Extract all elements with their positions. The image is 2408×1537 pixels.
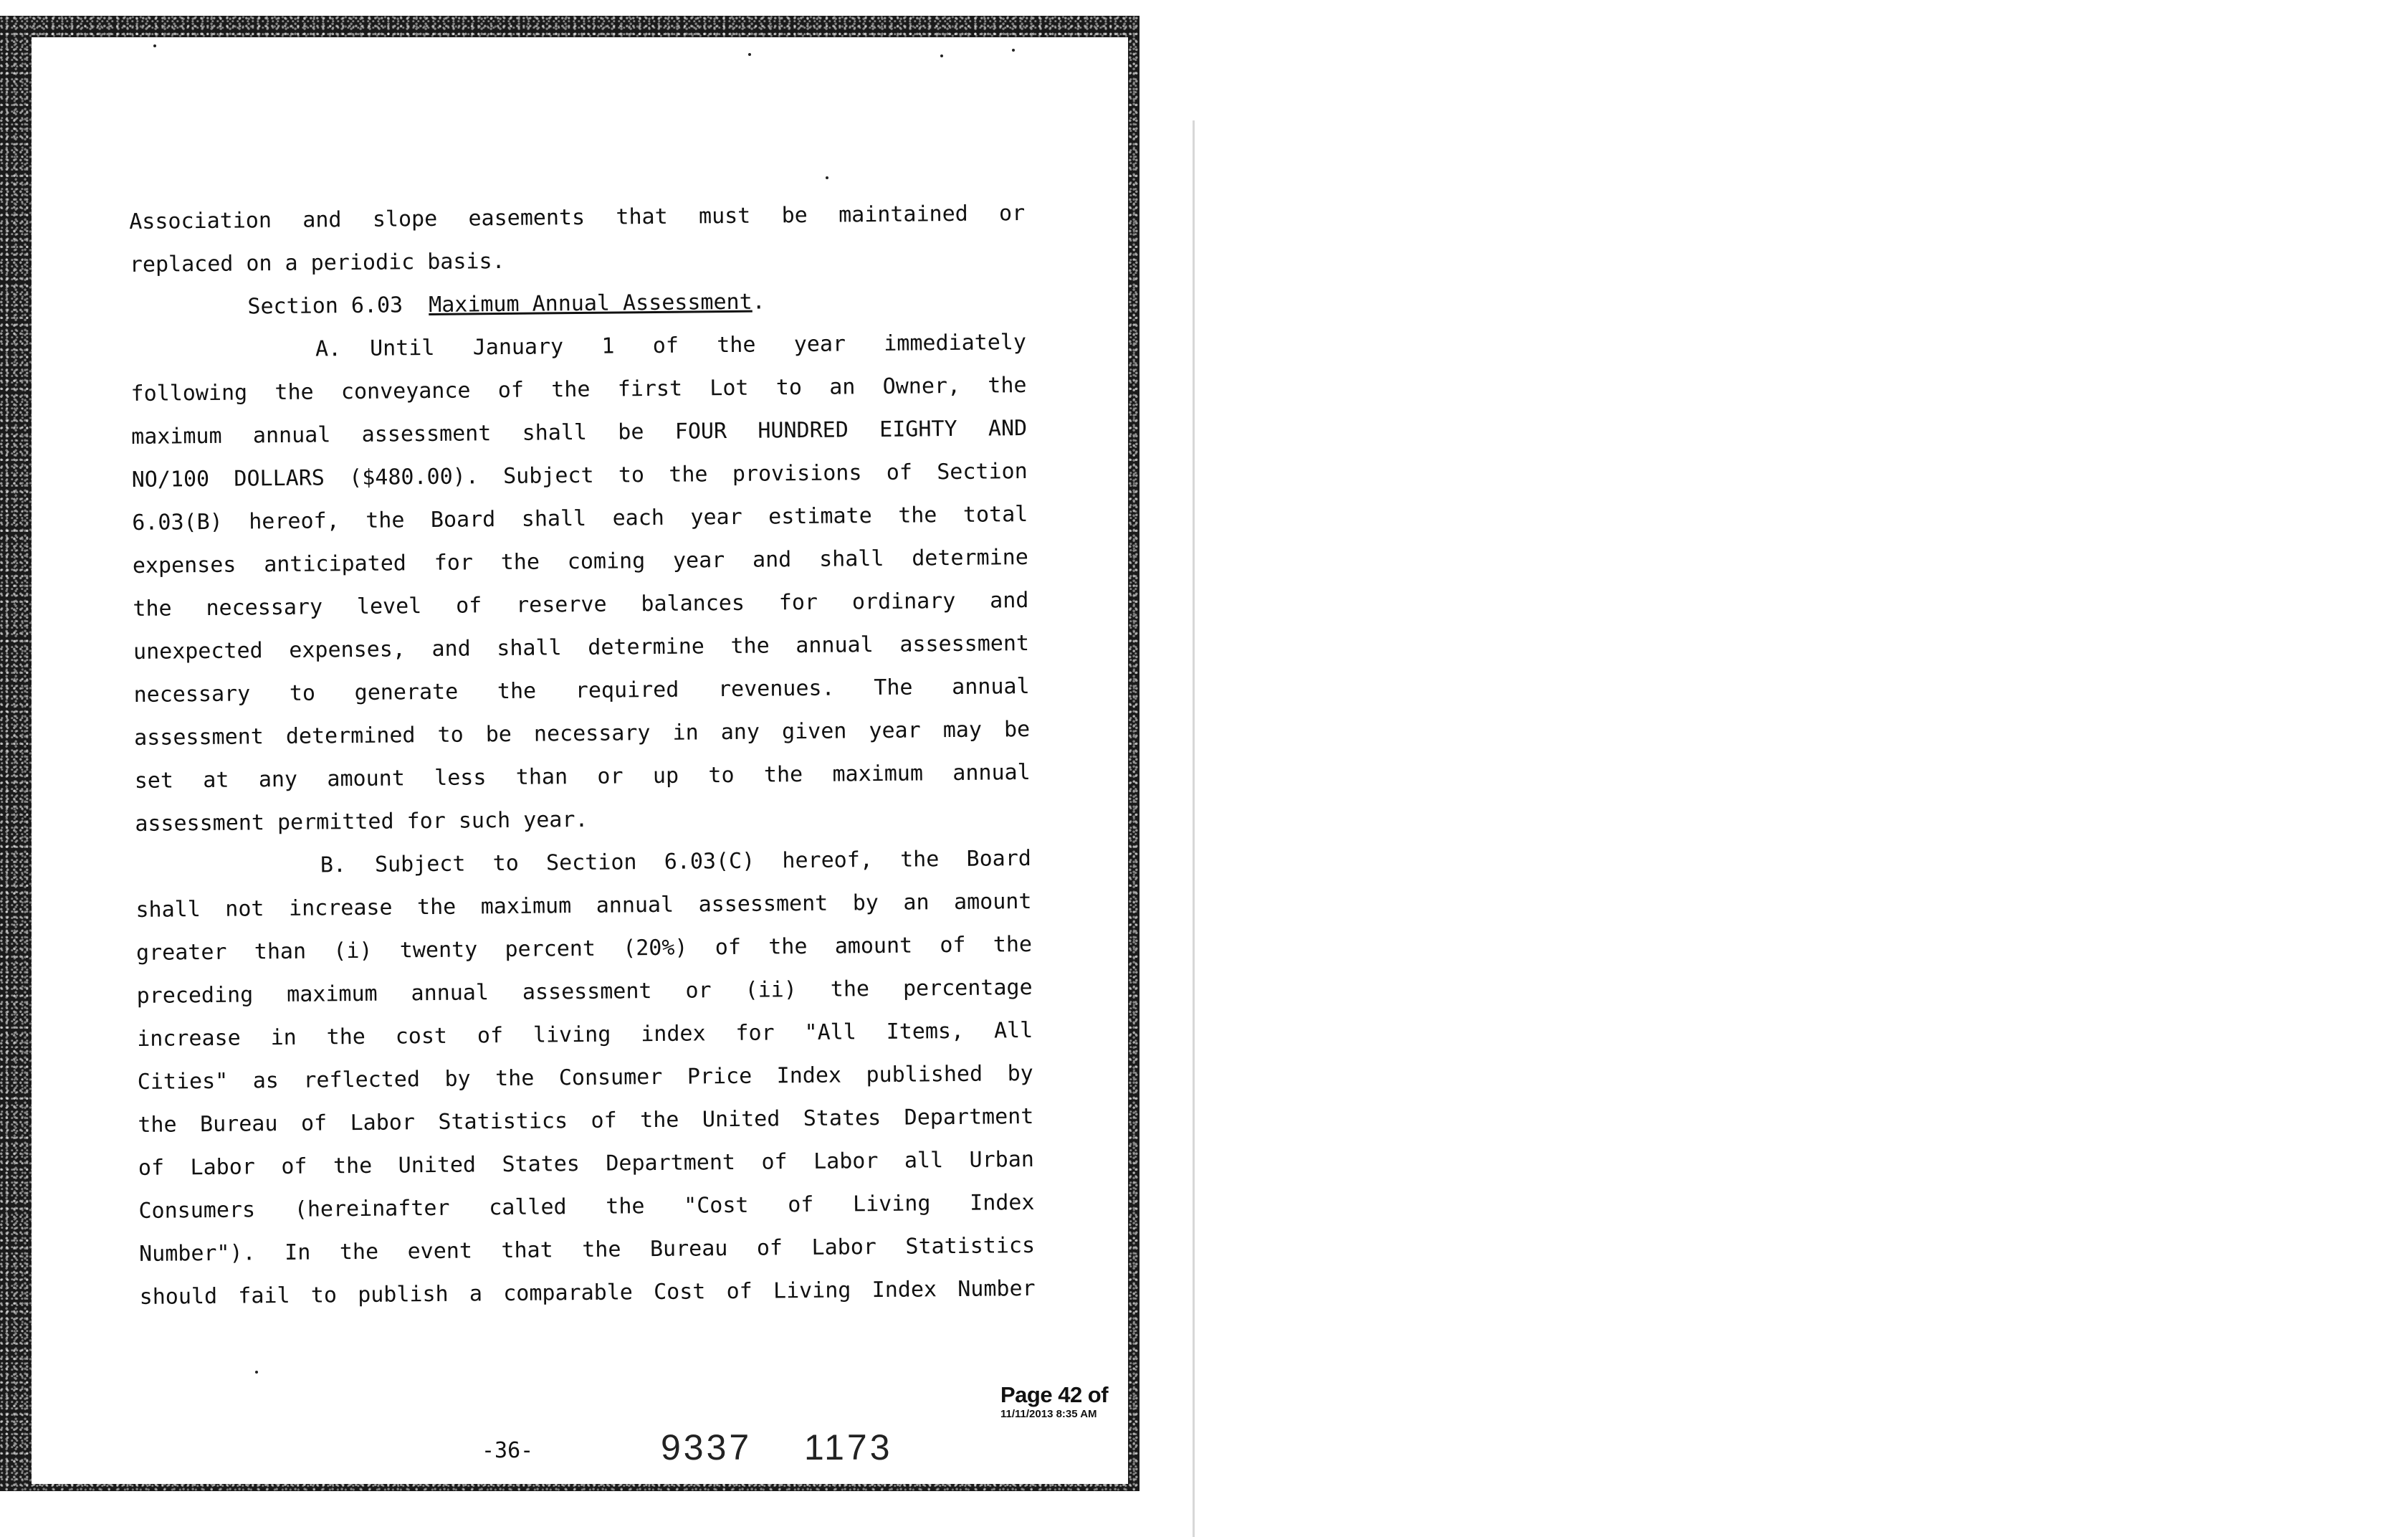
scan-speck (153, 44, 156, 47)
text-line: of Labor of the United States Department of Labor all Urban (138, 1146, 1035, 1181)
book-number: 9337 (661, 1427, 752, 1467)
text-line: should fail to publish a comparable Cost of Living Index Number (139, 1275, 1036, 1310)
text-line: the necessary level of reserve balances for ordinary and (133, 587, 1029, 622)
text-line: Association and slope easements that must be maintained or (129, 201, 1026, 234)
text-line: preceding maximum annual assessment or (ii) the percentage (136, 974, 1033, 1009)
page-reference-number: 1173 (804, 1427, 893, 1467)
section-title: Maximum Annual Assessment (428, 289, 752, 318)
page-divider (1193, 120, 1195, 1537)
text-line: maximum annual assessment shall be FOUR HUNDRED EIGHTY AND (130, 415, 1028, 449)
text-line: shall not increase the maximum annual assessment by an amount (135, 888, 1032, 923)
text-line: following the conveyance of the first Lot to an Owner, the (130, 372, 1027, 406)
text-line: expenses anticipated for the coming year and shall determine (132, 544, 1029, 579)
stamp-timestamp: 11/11/2013 8:35 AM (1000, 1408, 1097, 1420)
section-title-suffix: . (752, 289, 765, 315)
text-line: set at any amount less than or up to the maximum annual (134, 759, 1031, 794)
scan-speck (748, 53, 751, 56)
text-line: Number"). In the event that the Bureau of Labor Statistics (138, 1232, 1036, 1267)
text-line: assessment determined to be necessary in any given year may be (134, 716, 1031, 751)
paragraph-text: Until January 1 of the year immediately (369, 329, 1027, 361)
scan-speck (1012, 49, 1015, 52)
text-line: replaced on a periodic basis. (129, 248, 505, 277)
text-line: NO/100 DOLLARS ($480.00). Subject to the provisions of Section (131, 458, 1028, 492)
scan-speck (940, 54, 943, 57)
text-line: necessary to generate the required revenues. The annual (133, 673, 1030, 708)
page-number: -36- (482, 1438, 534, 1463)
scan-speck (255, 1371, 258, 1374)
text-line: 6.03(B) hereof, the Board shall each year estimate the total (132, 501, 1028, 536)
text-line: Cities" as reflected by the Consumer Price Index published by (137, 1060, 1033, 1095)
text-line: Consumers (hereinafter called the "Cost of Living Index (138, 1189, 1035, 1224)
scan-speck (826, 176, 828, 179)
paragraph-text: Subject to Section 6.03(C) hereof, the Board (374, 845, 1032, 877)
page-stamp (1000, 1382, 1108, 1420)
text-line: increase in the cost of living index for "All Items, All (137, 1017, 1033, 1052)
text-line: the Bureau of Labor Statistics of the United States Department (138, 1103, 1034, 1138)
paragraph-label: B. (320, 852, 347, 878)
paragraph-label: A. (315, 336, 342, 362)
text-line: unexpected expenses, and shall determine the annual assessment (133, 630, 1030, 665)
page-of-label: Page 42 of (1000, 1382, 1109, 1407)
text-line: greater than (i) twenty percent (20%) of the amount of the (135, 931, 1033, 966)
text-line: assessment permitted for such year. (135, 806, 588, 837)
document-body (129, 192, 1036, 1319)
section-number: Section 6.03 (247, 292, 403, 320)
